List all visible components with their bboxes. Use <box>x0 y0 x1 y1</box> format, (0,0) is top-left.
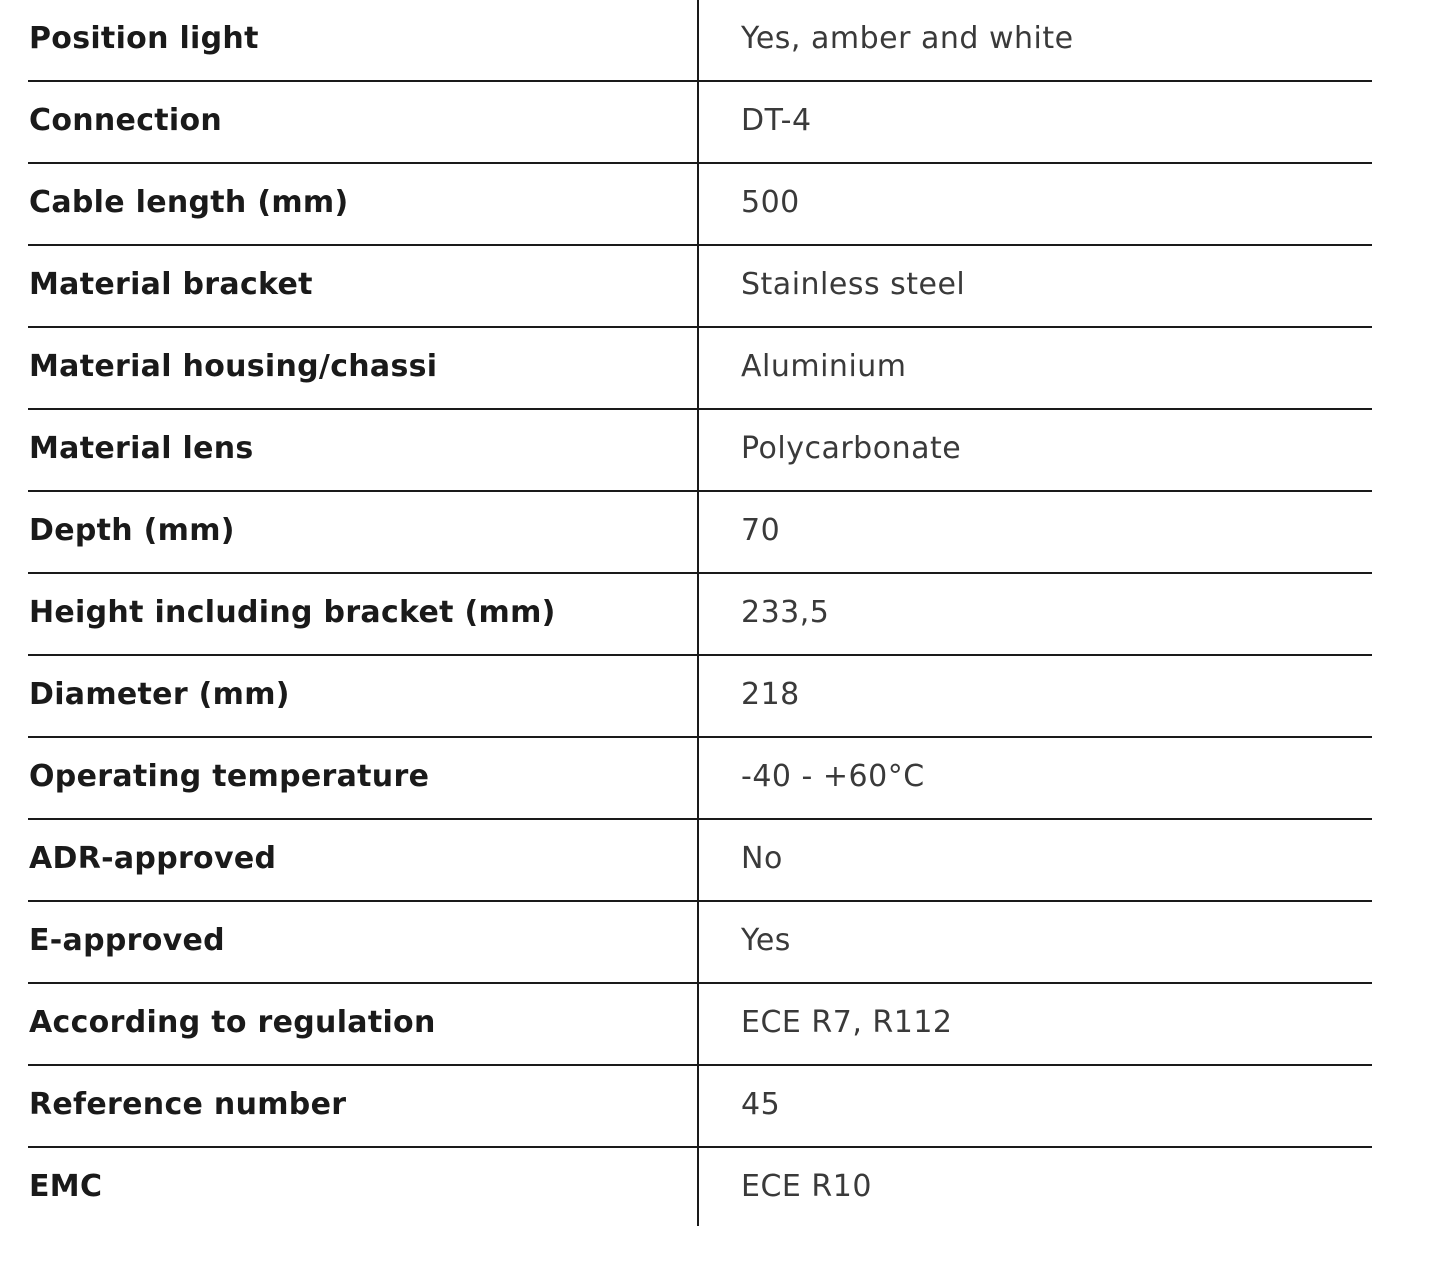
spec-row-material-bracket <box>28 246 1372 328</box>
spec-value: 233,5 <box>741 595 830 630</box>
spec-value: Stainless steel <box>741 267 966 302</box>
spec-label: Material housing/chassi <box>29 349 438 384</box>
spec-value: 500 <box>741 185 800 220</box>
spec-label: ADR-approved <box>29 841 277 876</box>
spec-label: Position light <box>29 21 259 56</box>
spec-label: Reference number <box>29 1087 347 1122</box>
spec-value: ECE R7, R112 <box>741 1005 953 1040</box>
spec-label: E-approved <box>29 923 225 958</box>
spec-label: Diameter (mm) <box>29 677 290 712</box>
spec-row-material-lens <box>28 410 1372 492</box>
spec-value: ECE R10 <box>741 1169 872 1204</box>
spec-value: Yes, amber and white <box>741 21 1074 56</box>
spec-label: Material lens <box>29 431 254 466</box>
spec-value: Yes <box>741 923 791 958</box>
spec-value: -40 - +60°C <box>741 759 925 794</box>
spec-value: No <box>741 841 783 876</box>
spec-value: 45 <box>741 1087 781 1122</box>
spec-value: 218 <box>741 677 800 712</box>
column-divider <box>697 0 699 1226</box>
spec-row-connection <box>28 82 1372 164</box>
spec-table <box>28 0 1372 1230</box>
spec-label: Material bracket <box>29 267 313 302</box>
spec-row-e-approved <box>28 902 1372 984</box>
spec-value: Polycarbonate <box>741 431 962 466</box>
spec-row-material-housing <box>28 328 1372 410</box>
spec-row-cable-length <box>28 164 1372 246</box>
spec-label: Height including bracket (mm) <box>29 595 556 630</box>
spec-row-regulation <box>28 984 1372 1066</box>
spec-label: Operating temperature <box>29 759 430 794</box>
spec-row-position-light <box>28 0 1372 82</box>
spec-row-depth <box>28 492 1372 574</box>
spec-label: According to regulation <box>29 1005 436 1040</box>
spec-label: Connection <box>29 103 223 138</box>
spec-label: Depth (mm) <box>29 513 235 548</box>
spec-value: Aluminium <box>741 349 907 384</box>
spec-row-adr-approved <box>28 820 1372 902</box>
spec-value: DT-4 <box>741 103 812 138</box>
spec-row-operating-temperature <box>28 738 1372 820</box>
spec-row-reference-number <box>28 1066 1372 1148</box>
spec-label: EMC <box>29 1169 103 1204</box>
spec-row-diameter <box>28 656 1372 738</box>
spec-label: Cable length (mm) <box>29 185 349 220</box>
spec-row-height <box>28 574 1372 656</box>
spec-row-emc <box>28 1148 1372 1230</box>
spec-value: 70 <box>741 513 781 548</box>
